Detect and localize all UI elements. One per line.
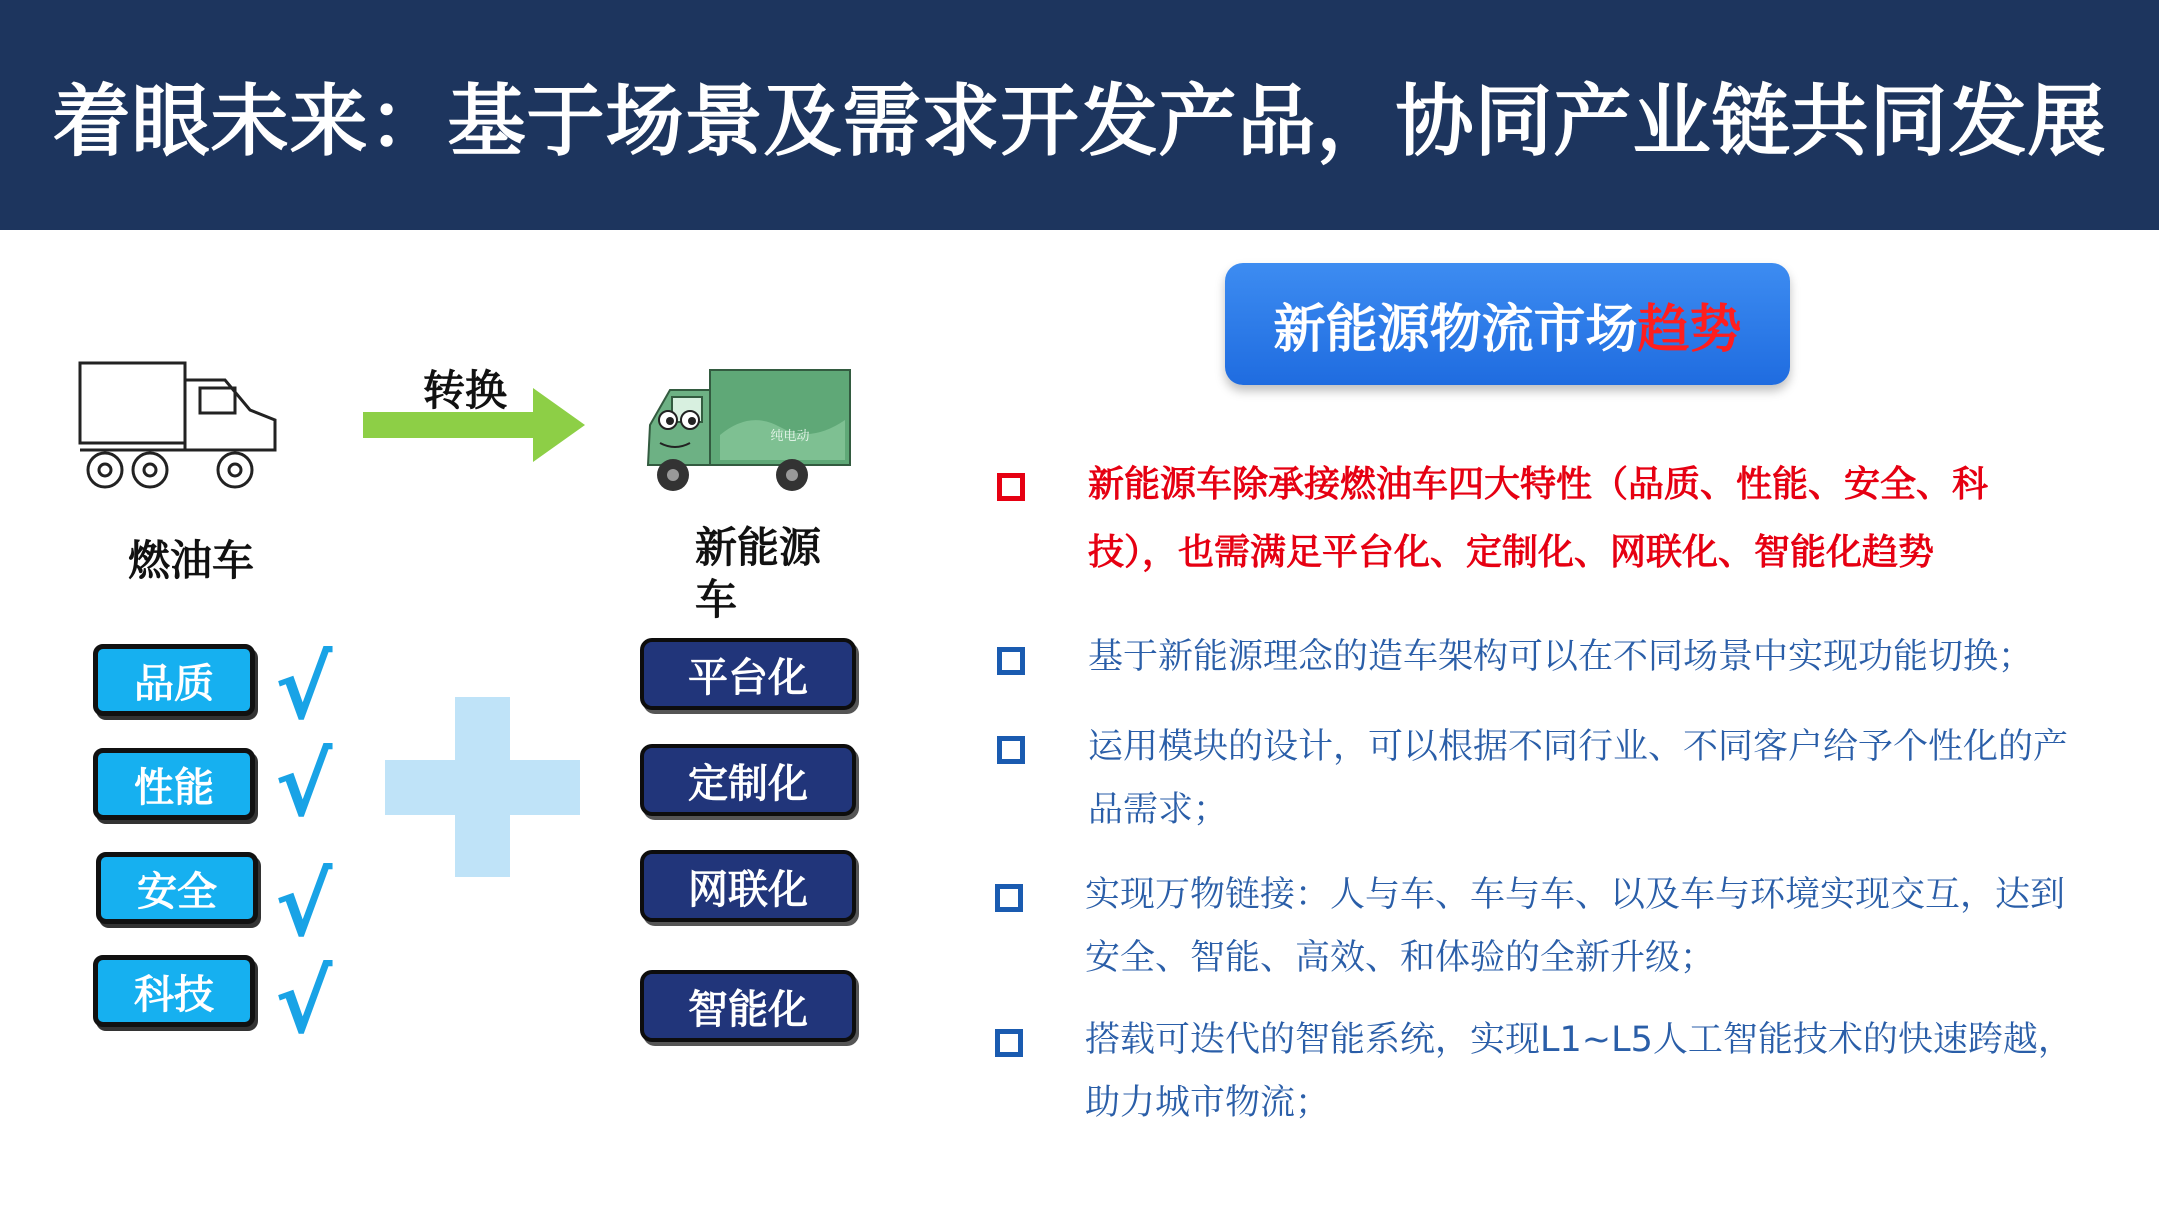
bullet-item-1-line1: 新能源车除承接燃油车四大特性（品质、性能、安全、科	[1088, 464, 1989, 505]
trend-banner-highlight: 趋势	[1637, 299, 1742, 360]
trend-customization: 定制化	[640, 744, 856, 816]
bullet-item-5	[1085, 1009, 2085, 1135]
bullet-item-5-line1: 搭载可迭代的智能系统，实现L1~L5人工智能技术的快速跨越，	[1085, 1020, 2073, 1060]
trend-banner	[1225, 263, 1790, 385]
feature-performance: 性能	[93, 748, 255, 820]
fuel-truck-icon	[75, 355, 285, 495]
feature-safety: 安全	[96, 852, 258, 924]
bullet-square-icon	[995, 1029, 1023, 1057]
ev-body-text: 纯电动	[770, 429, 810, 444]
bullet-square-icon	[997, 647, 1025, 675]
ev-truck-icon	[640, 365, 855, 500]
check-icon: √	[275, 639, 333, 739]
bullet-item-4-line2: 安全、智能、高效、和体验的全新升级；	[1085, 938, 1716, 978]
bullet-item-5-line2: 助力城市物流；	[1085, 1083, 1331, 1123]
feature-technology: 科技	[93, 955, 255, 1027]
feature-quality: 品质	[93, 644, 255, 716]
check-icon: √	[275, 856, 333, 956]
trend-connectivity: 网联化	[640, 850, 856, 922]
page-title: 着眼未来：基于场景及需求开发产品，协同产业链共同发展	[52, 77, 2107, 167]
plus-icon	[385, 697, 580, 877]
trend-platform: 平台化	[640, 638, 856, 710]
bullet-square-icon	[997, 736, 1025, 764]
bullet-item-3-line1: 运用模块的设计，可以根据不同行业、不同客户给予个性化的产	[1088, 727, 2069, 767]
check-icon: √	[275, 736, 333, 836]
trend-intelligence: 智能化	[640, 970, 856, 1042]
bullet-item-1	[1088, 451, 2088, 587]
bullet-item-4-line1: 实现万物链接：人与车、车与车、以及车与环境实现交互，达到	[1085, 875, 2066, 915]
bullet-item-3-line2: 品需求；	[1088, 790, 1229, 830]
check-icon: √	[275, 953, 333, 1053]
bullet-item-2	[1088, 626, 2088, 689]
bullet-item-3	[1088, 716, 2088, 842]
trend-banner-main: 新能源物流市场	[1273, 299, 1638, 360]
bullet-item-2-line1: 基于新能源理念的造车架构可以在不同场景中实现功能切换；	[1088, 637, 2034, 677]
ev-label	[695, 522, 821, 626]
ev-label-line2: 车	[695, 575, 738, 624]
arrow-label: 转换	[423, 366, 508, 415]
right-arrow-icon	[363, 388, 588, 463]
ev-label-line1: 新能源	[695, 523, 822, 572]
bullet-square-icon	[995, 884, 1023, 912]
bullet-item-4	[1085, 864, 2085, 990]
bullet-item-1-line2: 技），也需满足平台化、定制化、网联化、智能化趋势	[1088, 532, 1935, 573]
bullet-square-icon	[997, 473, 1025, 501]
fuel-vehicle-label: 燃油车	[128, 536, 255, 585]
